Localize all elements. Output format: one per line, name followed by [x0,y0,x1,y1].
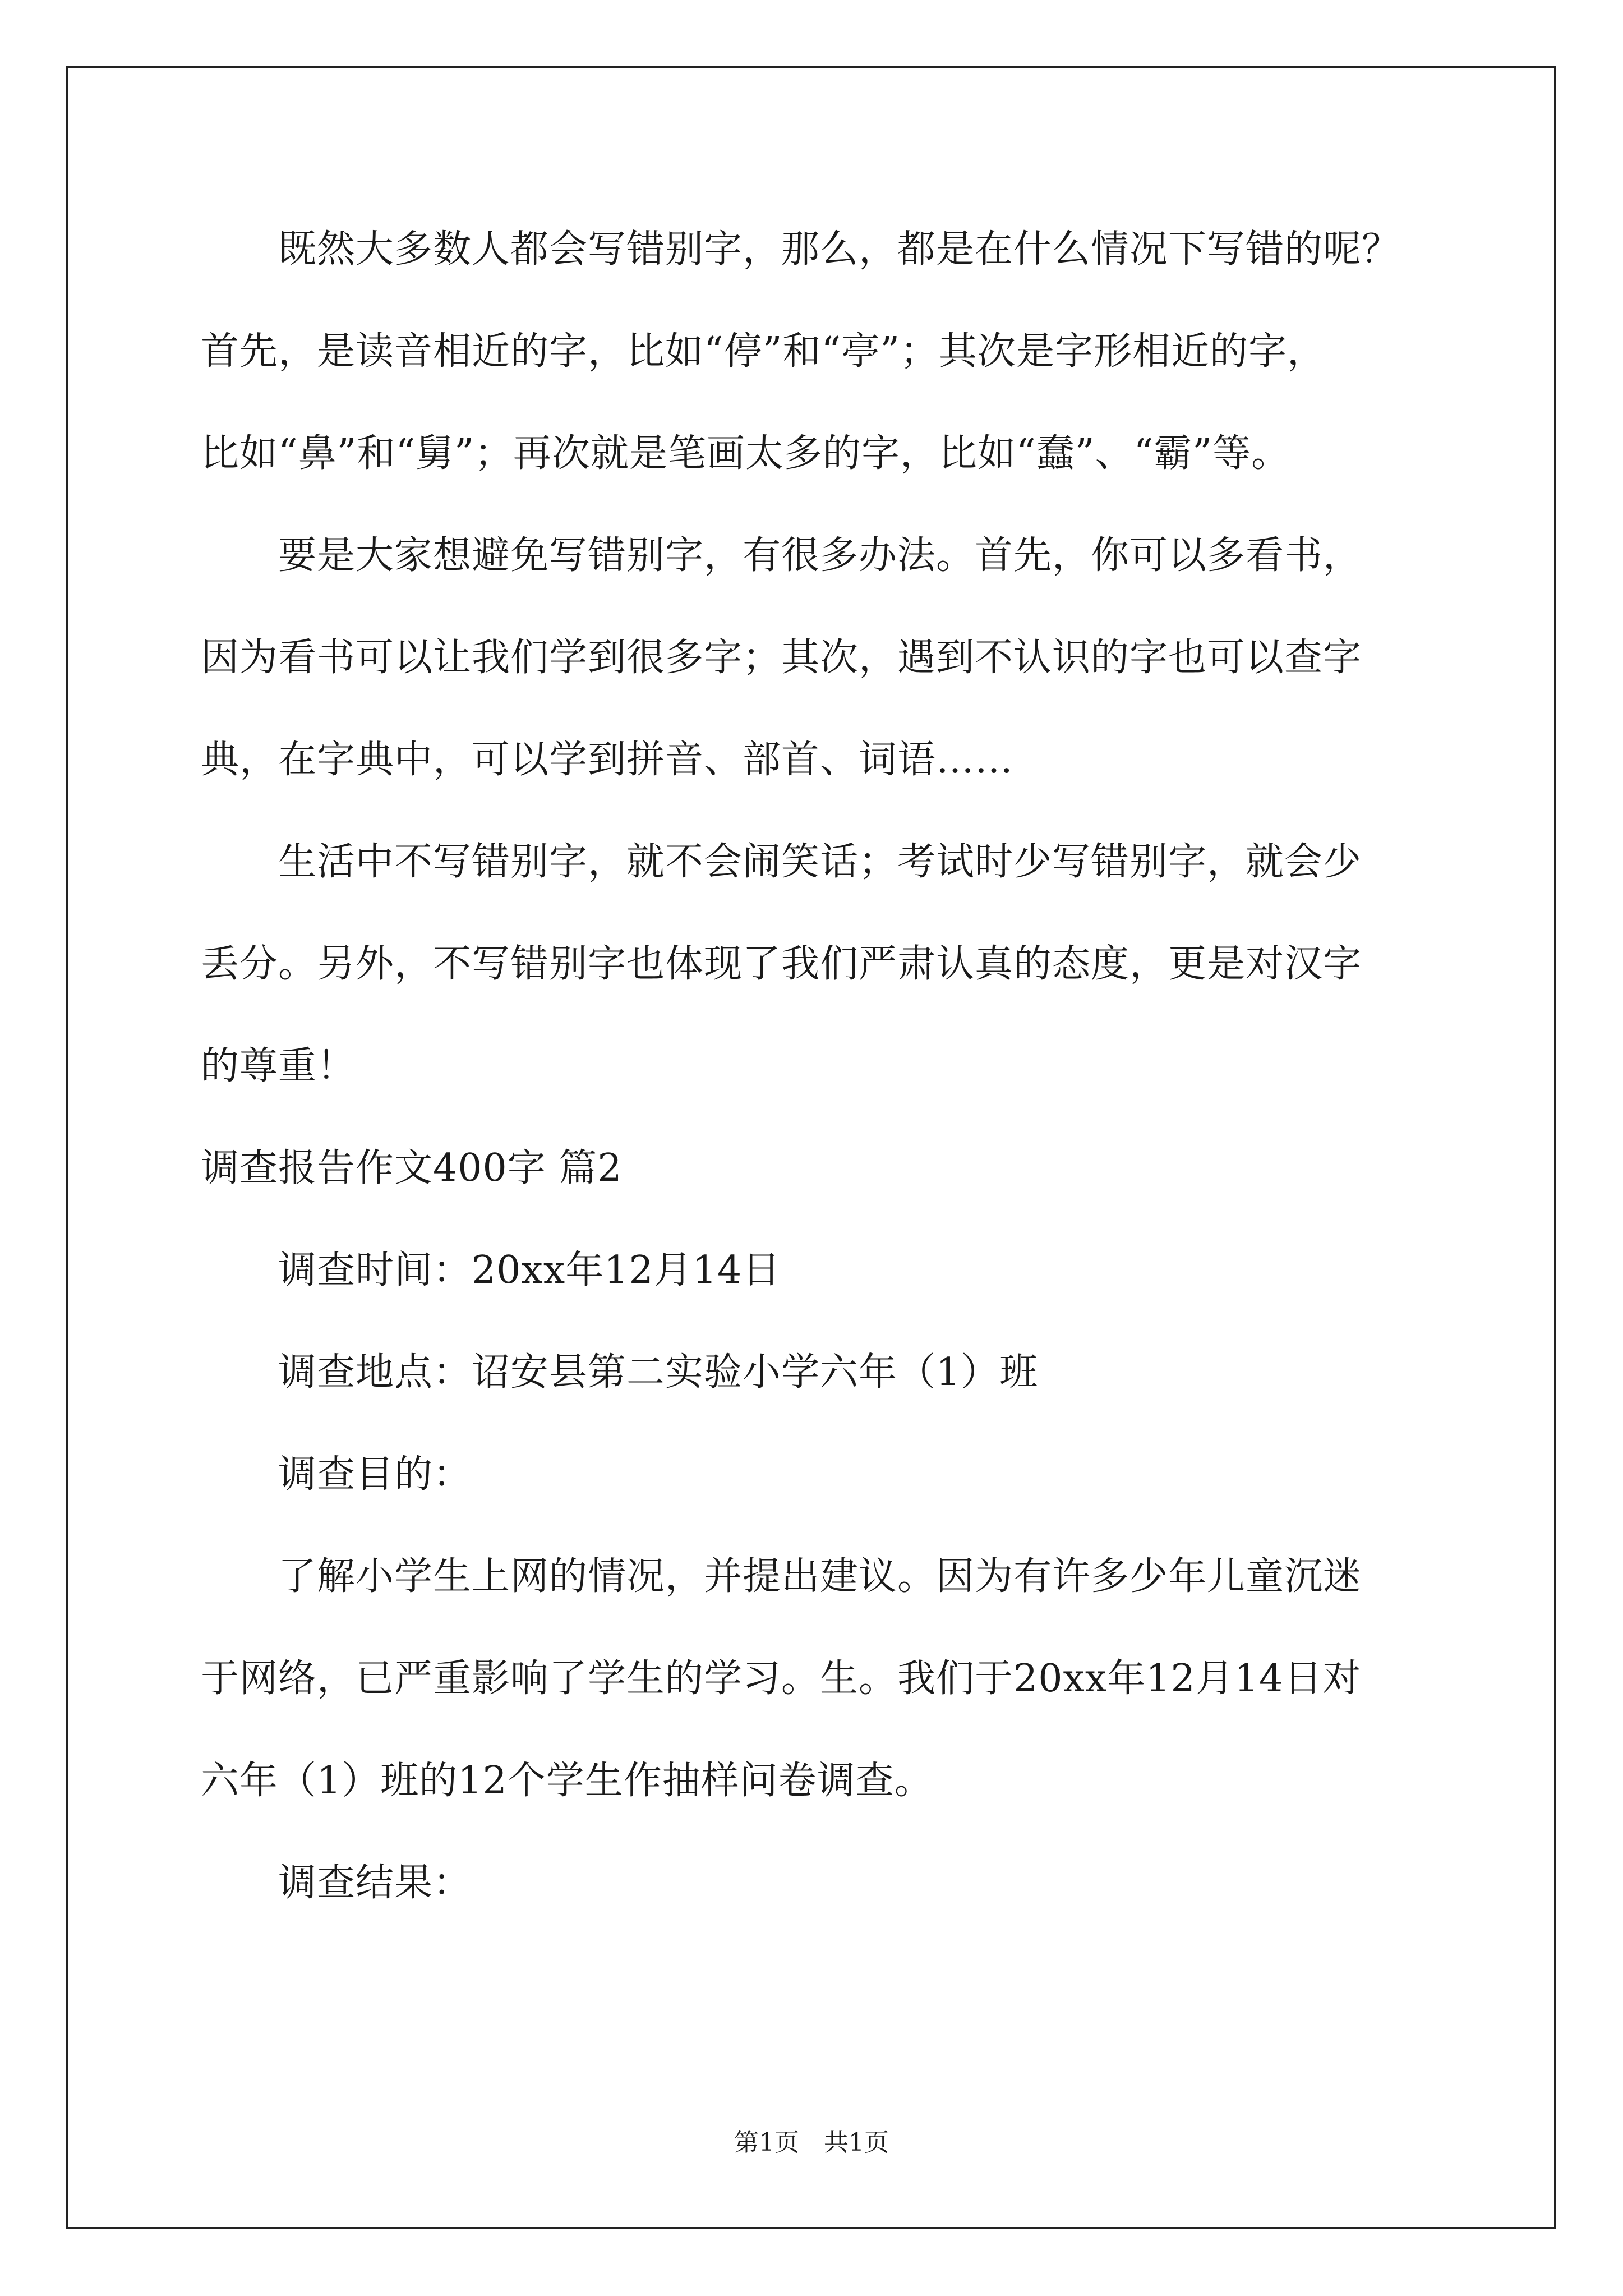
paragraph-line: 比如“鼻”和“舅”；再次就是笔画太多的字，比如“蠢”、“霸”等。 [201,431,1290,476]
paragraph-line: 了解小学生上网的情况，并提出建议。因为有许多少年儿童沉迷 [201,1554,1362,1599]
paragraph-line: 调查地点：诏安县第二实验小学六年（1）班 [201,1350,1039,1395]
paragraph-line: 因为看书可以让我们学到很多字；其次，遇到不认识的字也可以查字 [201,636,1362,680]
paragraph-line: 调查目的： [201,1452,472,1497]
paragraph-line: 六年（1）班的12个学生作抽样问卷调查。 [201,1759,933,1803]
paragraph-line: 生活中不写错别字，就不会闹笑话；考试时少写错别字，就会少 [201,840,1362,884]
paragraph-line: 既然大多数人都会写错别字，那么，都是在什么情况下写错的呢？ [201,227,1401,272]
paragraph-line: 丢分。另外，不写错别字也体现了我们严肃认真的态度，更是对汉字 [201,942,1362,986]
paragraph-line: 要是大家想避免写错别字，有很多办法。首先，你可以多看书， [201,533,1362,578]
paragraph-line: 的尊重！ [201,1044,356,1088]
paragraph-line: 调查结果： [201,1861,472,1905]
paragraph-line: 调查时间：20xx年12月14日 [201,1248,781,1292]
section-heading: 调查报告作文400字 篇2 [201,1146,623,1190]
paragraph-line: 于网络，已严重影响了学生的学习。生。我们于20xx年12月14日对 [201,1657,1362,1701]
page-footer: 第1页 共1页 [734,2128,889,2157]
paragraph-line: 典，在字典中，可以学到拼音、部首、词语…… [201,738,1014,782]
paragraph-line: 首先，是读音相近的字，比如“停”和“亭”；其次是字形相近的字， [201,329,1326,374]
